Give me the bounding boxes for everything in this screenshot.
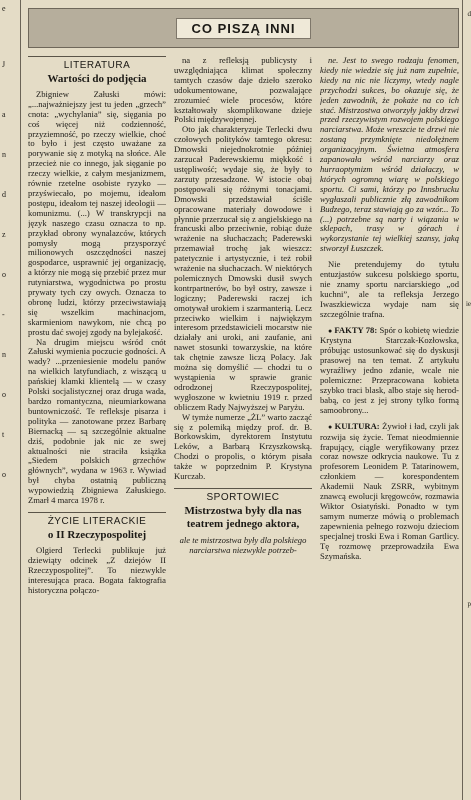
press-item-text: Żywioł i ład, czyli jak rozwija się życie. Temat nieodmiennie frapujący, ciągle weryfikowany przez coraz nowsze odkrycia naukowe. Tu z profesorem Leonidem P. Tatarinowem, członkiem — korespondentem Akademii Nauk ZSRR, wybitnym znawcą ewolucji kręgowców, rozmawia Wiktor Osiatyński. Ponadto w tym samym numerze mówią o problemach zapewnienia pełnego rozwoju dzieciom specjalnej troski Ewa i Roman Gartlicy. Tę rozmowę przeprowadziła Ewa Szymańska.	[320, 420, 459, 561]
article-title: Mistrzostwa były dla nas teatrem jednego aktora,	[184, 504, 302, 530]
right-page-edge	[462, 0, 471, 800]
article-paragraph: W tymże numerze „ŻL” warto zacząć się z polemiką między prof. dr. B. Borkowskim, dyrektorem Instytutu Leków, a Barbarą Krzyszkowską. Chodzi o propolis, o którym pisała także w poprzednim P. Krystyna Kurczab.	[174, 411, 312, 482]
article-paragraph: Na drugim miejscu wśród cnót Załuski wymienia poczucie godności. A wady? ...przeniesienie modelu panów na wielkich latyfundiach, z wiszącą u pańskiej klamki klientelą — w czasy Polski socjalistycznej oraz druga wada, bardzo romantyczna, nieumiarkowana buntowniczość. Te refleksje pisarza i polityka — zanotowane przez Barbarę Biernacką — są szczególnie aktualne dziś, podobnie jak nic ze swej aktualności nie straciła książka „Siedem polskich grzechów głównych”, wydana w 1963 r. Wywiad był chyba ostatnią publiczną wypowiedzią Zbigniewa Załuskiego. Zmarł 4 marca 1978 r.	[28, 336, 166, 506]
edge-fragment: ie	[465, 300, 471, 308]
edge-fragment: o	[2, 390, 6, 399]
article-title: o II Rzeczypospolitej	[47, 528, 147, 541]
edge-fragment: J	[2, 60, 6, 69]
edge-fragment: n	[2, 350, 6, 359]
article-paragraph: Oto jak charakteryzuje Terlecki dwu czołowych polityków tamtego okresu: Dmowski niejednokrotnie później zarzucał Paderewskiemu miękkość i ustępliwość; wydaje się, że były to zarzuty przesadzone. W istocie obaj postępowali się różnymi tonacjami. Dmowski przedstawiał ściśle opracowane materiały dowodowe i płynnie przerzucał się z angielskiego na francuski albo przeciwnie, robiąc duże wrażenie na słuchaczach; Paderewski przemawiał trochę jak wieszcz: patetycznie i artystycznie, i też robił wrażenie na słuchaczach. W niektórych polemicznych Dmowski dusił swych kontrpartnerów, bo był ostry, zawsze i logiczny; Paderewski raczej ich omotywał urokiem i szarmanterią. Lecz przeciwko wielkim i najwiękzym interesom przedstawicieli mocarstw nie działały ani uroki, ani zaufanie, ani nawet stosunki towarzyskie, na które tak chętnie zawsze liczą Polacy. Jak można się domyślić — chodzi tu o wystąpienia w sprawie granic odrodzonej Rzeczypospolitej, wygłoszone w kwietniu 1919 r. przed obliczem Rady Najwyższej w Paryżu.	[174, 124, 312, 412]
edge-fragment: -	[2, 310, 5, 319]
article-paragraph: Nie pretendujemy do tytułu entuzjastów sukcesu polskiego sportu, nie znamy sportu narciarskiego „od kuchni”, ale ta refleksja Jerzego Iwaszkiewicza wydaje nam się szczególnie trafna.	[320, 259, 459, 319]
column-3	[320, 56, 459, 796]
edge-fragment: t	[2, 430, 5, 439]
article-title: Wartości do podjęcia	[47, 72, 147, 85]
article-dek: ale te mistrzostwa były dla polskiego narciarstwa niezwykle potrzeb-	[179, 534, 307, 555]
banner-title: CO PISZĄ INNI	[176, 18, 310, 39]
press-item-text: Spór o kobietę wiedzie Krystyna Starczak-Kozłowska, próbując ustosunkować się do dyskusji prasowej na ten temat. Z artykułu wyraźliwy jedno zdanie, wcale nie polemiczne: Przepracowana kobieta szybko traci blask, albo staje się herod-babą, co jest z jej strony tylko formą samoobrony...	[320, 324, 459, 415]
article-paragraph: na z refleksją publicysty i uwzględniająca klimat społeczny tamtych czasów daje dzieło szeroko udokumentowane, pozwalające zrozumieć wiele procesów, które kształtowały skomplikowane dzieje Polski międzywojennej.	[174, 56, 312, 125]
edge-fragment: o	[2, 470, 6, 479]
column-banner	[28, 8, 459, 48]
divider	[174, 488, 312, 489]
column-1	[28, 56, 166, 796]
press-item	[320, 422, 459, 562]
article-paragraph: Zbigniew Załuski mówi: „...najważniejszy jest tu jeden „grzech” cnota: „wychylania” się, sięgania po coś więcej niż codzienność, przyziemność, po rzeczy wielkie, choć to było i jest często uważane za porywanie się z motyką na słońce. Ale przecież nie co innego, jak sięganie po rzeczy wielkie, z całym mesjanizmem, równie rzetelne osobiste ryzyko — przyświecało, po mojemu, ideałom postępu, ideałom tej naszej ideologii — komunizmu. (...) W transkrypcji na język naszego czasu oznacza to np. przykład obrony wynalazców, których pomysły mogą przysporzyć milionowych oszczędności naszej gospodarce, usprawnić jej organizację, a którzy nie mogą się przebić przez mur rutyniarstwa, wygodnictwa po prostu prywaty tych czy owych. Oznacza to obronę ludzi, którzy przeciwstawiają się wszelkim machinacjom, skarmieniom nawykom, nie chcą po prostu dać swojej zgody na bylejakość.	[28, 88, 166, 337]
edge-fragment: n	[2, 150, 6, 159]
divider	[28, 56, 166, 57]
press-item-label: FAKTY 78:	[334, 324, 378, 335]
press-item-label: KULTURA:	[334, 420, 380, 431]
left-page-edge	[0, 0, 21, 800]
section-heading: SPORTOWIEC	[206, 491, 280, 503]
article-paragraph: ne. Jest to swego rodzaju fenomen, kiedy nie wiedzie się już nam zupełnie, kiedy na nic nie liczymy, wtedy nagle przychodzi sukces, bo okazuje się, że jeden zawodnik, że pokaże na co ich stać. Mistrzostwa otworzyły jakby drzwi przed rzeczywistym rozwojem polskiego narciarstwa. Może wreszcie te drzwi nie zostaną przymknięte niedołężnem organizacyjnym. Świetna atmosfera zapanowała wśród narciarzy oraz hurraoptymizm wśród działaczy, w których ogromną wiarę w polskiego sportu. Ci sami, którzy po Innsbrucku wygłaszali publicznie złą zawodnikom Budzego, teraz stawiają go za wzór... To (...) potrzebne są narty i wiązania w sklepach, trasy w górach i wykorzystanie tej wielkiej szansy, jaką stworzył Łuszczek.	[320, 56, 459, 254]
section-heading: ŻYCIE LITERACKIE	[47, 515, 147, 527]
edge-fragment: e	[2, 4, 6, 13]
edge-fragment: p	[467, 600, 471, 608]
edge-fragment: o	[2, 270, 6, 279]
press-item	[320, 326, 459, 416]
edge-fragment: a	[2, 110, 6, 119]
divider	[28, 512, 166, 513]
section-heading: LITERATURA	[63, 60, 131, 71]
edge-fragment: d	[467, 10, 471, 18]
edge-fragment: z	[2, 230, 6, 239]
article-paragraph: Olgierd Terlecki publikuje już dziewiąty odcinek „Z dziejów II Rzeczypospolitej”. To niezwykle interesująca praca. Bogata faktografia historyczna połączo-	[28, 544, 166, 595]
edge-fragment: d	[2, 190, 6, 199]
column-2	[174, 56, 312, 796]
